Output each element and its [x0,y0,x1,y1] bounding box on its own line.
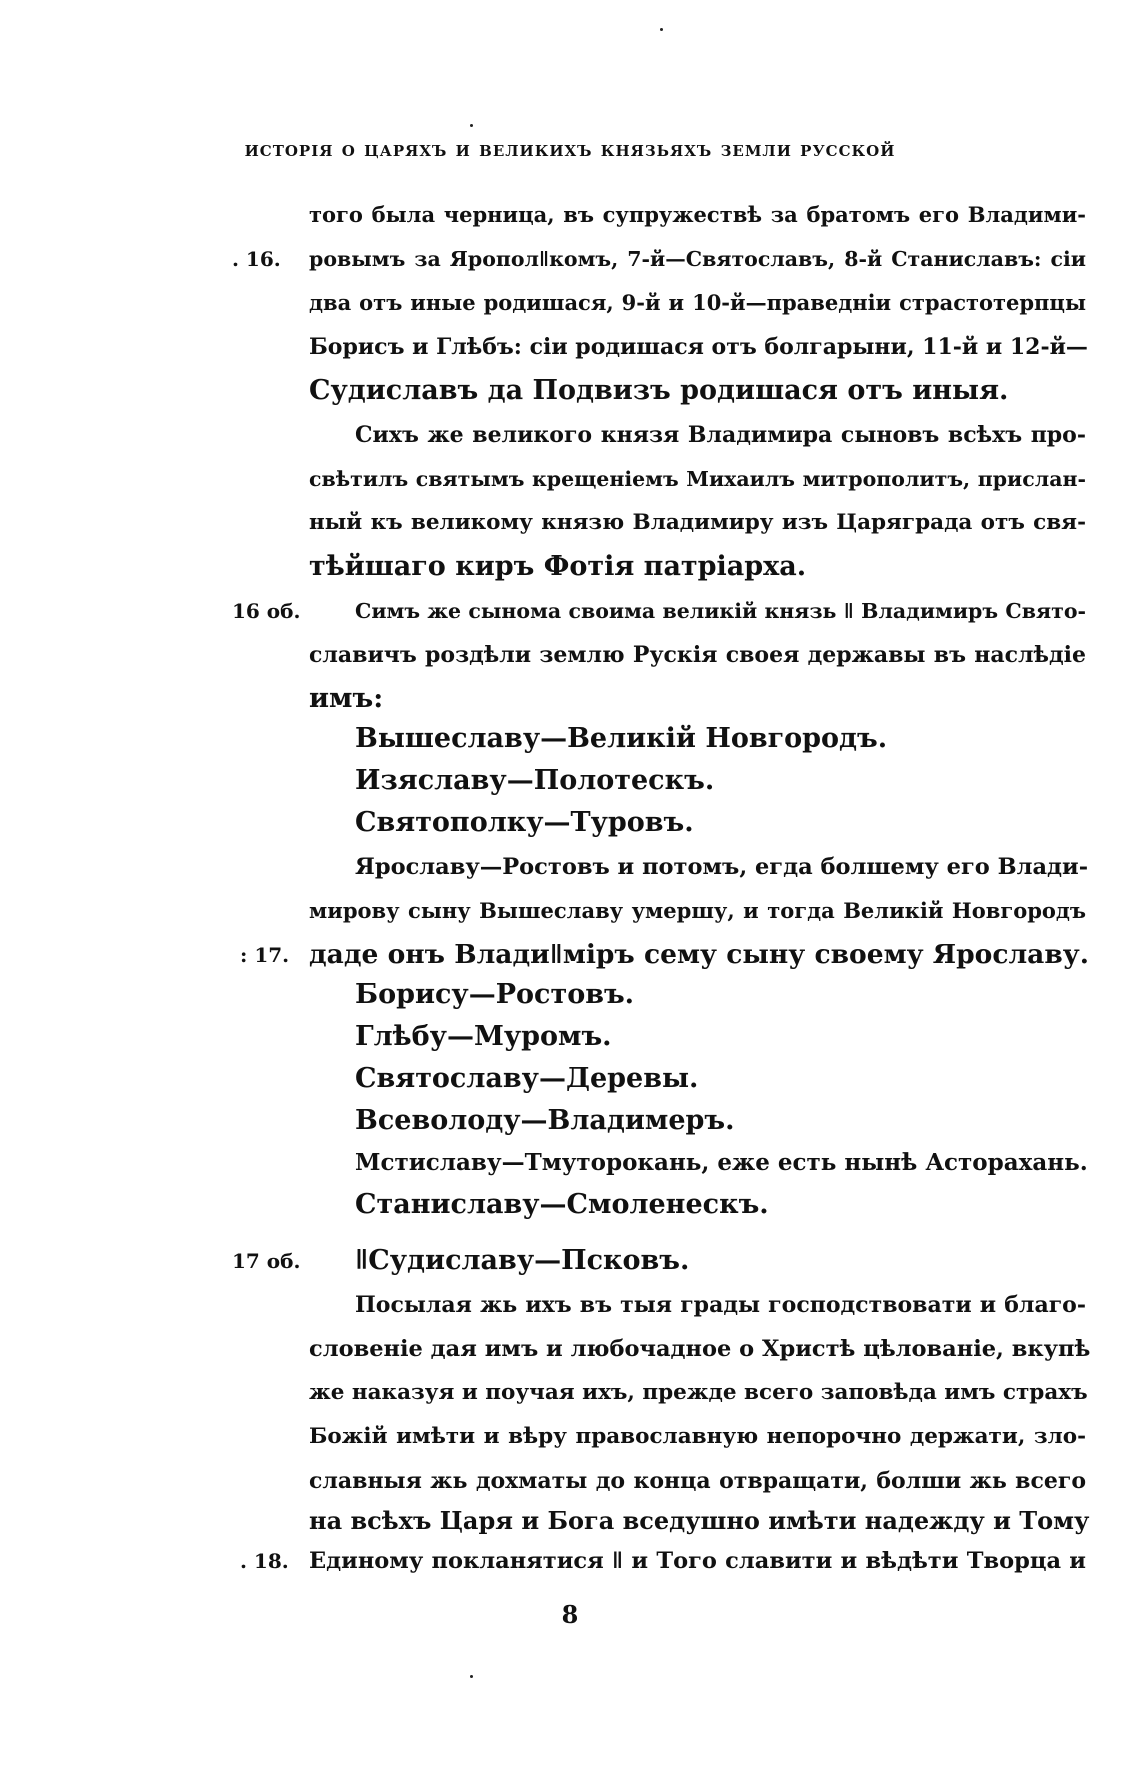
text-line: славныя жь дохматы до конца отвращати, болши жь всего [309,1468,1086,1494]
text-line: имъ: [309,683,384,714]
margin-note: : 17. [240,943,290,967]
text-line: тѣйшаго киръ Фотія патріарха. [309,551,807,582]
text-line: Изяславу—Полотескъ. [355,765,715,796]
text-line: Ярославу—Ростовъ и потомъ, егда болшему его Влади- [355,854,1089,880]
text-line: Вышеславу—Великій Новгородъ. [355,723,888,754]
margin-note: . 16. [232,247,281,271]
text-line: Святославу—Деревы. [355,1063,699,1094]
text-line: Борисъ и Глѣбъ: сіи родишася отъ болгарыни, 11-й и 12-й— [309,334,1088,360]
text-line: ный къ великому князю Владимиру изъ Царяграда отъ свя- [309,510,1086,535]
text-line: Мстиславу—Тмуторокань, еже есть нынѣ Асторахань. [355,1149,1088,1176]
text-line: славичъ роздѣли землю Рускія своея державы въ наслѣдіе [309,642,1086,668]
margin-note: 16 об. [232,599,301,623]
scan-speck [470,1675,473,1678]
text-line: мирову сыну Вышеславу умершу, и тогда Великій Новгородъ [309,898,1086,923]
text-line: Всеволоду—Владимеръ. [355,1105,735,1136]
page-number: 8 [561,1600,579,1629]
text-line: Симъ же сынома своима великій князь ǁ Владимиръ Свято- [355,599,1086,623]
text-line: ровымъ за Ярополǁкомъ, 7-й—Святославъ, 8-й Станиславъ: сіи [309,247,1086,271]
text-line: два отъ иные родишася, 9-й и 10-й—праведніи страстотерпцы [309,290,1086,315]
text-line: Глѣбу—Муромъ. [355,1021,612,1052]
text-line: Судиславъ да Подвизъ родишася отъ иныя. [309,375,1009,406]
text-line: свѣтилъ святымъ крещеніемъ Михаилъ митрополитъ, прислан- [309,467,1086,491]
text-line: Святополку—Туровъ. [355,807,694,838]
text-line: Станиславу—Смоленескъ. [355,1189,769,1220]
text-line: словеніе дая имъ и любочадное о Христѣ цѣлованіе, вкупѣ [309,1336,1091,1362]
scan-speck [470,124,473,127]
text-line: Сихъ же великого князя Владимира сыновъ всѣхъ про- [355,422,1086,448]
text-line: на всѣхъ Царя и Бога вседушно имѣти надежду и Тому [309,1506,1090,1535]
text-line: Единому покланятися ǁ и Того славити и вѣдѣти Творца и [309,1548,1086,1574]
text-line: ǁСудиславу—Псковъ. [355,1245,690,1276]
text-line: даде онъ Владиǁміръ сему сыну своему Ярославу. [309,939,1089,970]
margin-note: 17 об. [232,1249,301,1273]
running-header: исторія о царяхъ и великихъ князьяхъ земли русской [244,136,896,161]
scan-speck [660,28,663,31]
text-line: того была черница, въ супружествѣ за братомъ его Владими- [309,202,1086,227]
text-line: же наказуя и поучая ихъ, прежде всего заповѣда имъ страхъ [309,1380,1088,1405]
text-line: Божій имѣти и вѣру православную непорочно держати, зло- [309,1424,1086,1449]
text-line: Борису—Ростовъ. [355,979,635,1010]
text-line: Посылая жь ихъ въ тыя грады господствовати и благо- [355,1292,1086,1318]
margin-note: . 18. [240,1549,289,1573]
